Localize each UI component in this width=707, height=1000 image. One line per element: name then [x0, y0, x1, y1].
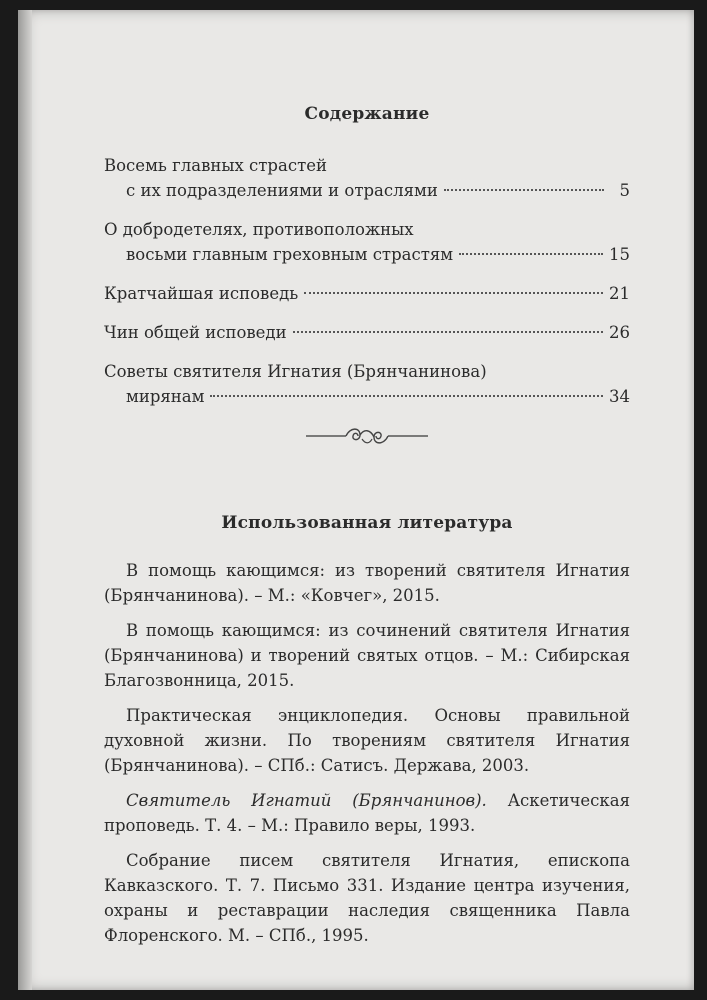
literature-title: Использованная литература: [221, 513, 513, 533]
bibliography-text: В помощь кающимся: из творений святителя Игнатия (Брянчанинова). – М.: «Ковчег», 2015.: [104, 561, 630, 605]
toc-leader-dots: [293, 331, 603, 333]
toc-entry-last-line: [104, 384, 630, 409]
toc-entry: [104, 281, 630, 306]
toc-page-number: 15: [609, 245, 630, 264]
bibliography-text: Аскетическая проповедь. Т. 4. – М.: Правило веры, 1993.: [104, 791, 630, 835]
toc-leader-dots: [459, 253, 603, 255]
bibliography-author: Святитель Игнатий (Брянчанинов).: [126, 791, 487, 810]
bibliography-text: Практическая энциклопедия. Основы правильной духовной жизни. По творениям святителя Игнатия (Брянчанинова). – СПб.: Сатисъ. Держава, 2003.: [104, 706, 630, 775]
toc-entry-text: мирянам: [126, 387, 205, 406]
toc-entry: [104, 153, 630, 203]
page-spine-shadow: [18, 10, 32, 990]
bibliography-item: [104, 558, 630, 608]
toc-page-number: 5: [619, 181, 630, 200]
bibliography-item: [104, 618, 630, 693]
bibliography-item: [104, 703, 630, 778]
toc-entry-last-line: [104, 242, 630, 267]
toc-title: Содержание: [304, 104, 430, 124]
ornament-divider-icon: [104, 423, 630, 449]
toc-entry-line: Восемь главных страстей: [104, 156, 327, 175]
toc-entry-last-line: [104, 320, 630, 345]
toc-entry-text: Чин общей исповеди: [104, 323, 287, 342]
toc-entry: [104, 217, 630, 267]
toc-entry-text: с их подразделениями и отраслями: [126, 181, 438, 200]
bibliography-text: Собрание писем святителя Игнатия, епископа Кавказского. Т. 7. Письмо 331. Издание центра изучения, охраны и реставрации наследия священника Павла Флоренского. М. – СПб., 1995.: [104, 851, 630, 945]
toc-leader-dots: [304, 292, 603, 294]
table-of-contents: [104, 153, 630, 409]
bibliography-item: [104, 788, 630, 838]
bibliography-text: В помощь кающимся: из сочинений святителя Игнатия (Брянчанинова) и творений святых отцов. – М.: Сибирская Благозвонница, 2015.: [104, 621, 630, 690]
bibliography-item: [104, 848, 630, 948]
toc-entry-last-line: [104, 281, 630, 306]
bibliography-list: [104, 558, 630, 948]
toc-page-number: 26: [609, 323, 630, 342]
toc-entry-line: О добродетелях, противоположных: [104, 220, 414, 239]
toc-page-number: 34: [609, 387, 630, 406]
book-page: [18, 10, 694, 990]
toc-entry-last-line: [104, 178, 630, 203]
toc-page-number: 21: [609, 284, 630, 303]
toc-entry-line: Советы святителя Игнатия (Брянчанинова): [104, 362, 487, 381]
toc-entry-text: Кратчайшая исповедь: [104, 284, 299, 303]
toc-entry-text: восьми главным греховным страстям: [126, 245, 454, 264]
toc-leader-dots: [210, 395, 603, 397]
page-content: [104, 102, 630, 958]
toc-entry: [104, 359, 630, 409]
toc-leader-dots: [444, 189, 604, 191]
toc-entry: [104, 320, 630, 345]
